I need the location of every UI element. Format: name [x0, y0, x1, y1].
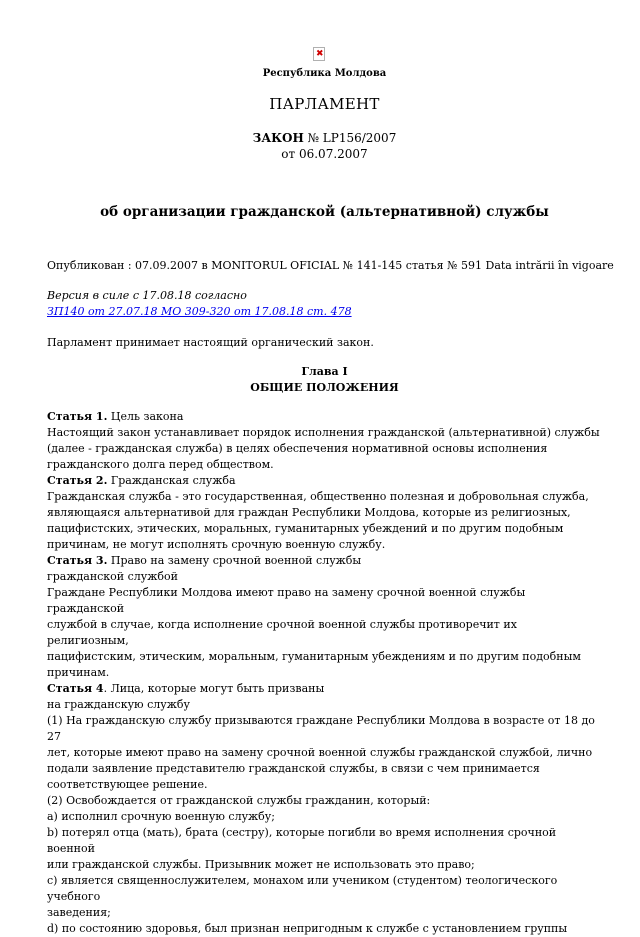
article-line: являющаяся альтернативой для граждан Республики Молдова, которые из религиозных,	[47, 506, 571, 519]
law-date: от 06.07.2007	[281, 147, 368, 161]
article-line: пацифистских, этических, моральных, гуманитарных убеждений и по другим подобным	[47, 522, 564, 535]
article-title: . Лица, которые могут быть призваны	[103, 682, 325, 695]
institution-name: ПАРЛАМЕНТ	[269, 95, 380, 113]
article-heading	[47, 473, 602, 489]
broken-image-icon: ✖	[313, 47, 325, 61]
article-line: d) по состоянию здоровья, был признан непригодным к службе с установлением группы	[47, 922, 568, 935]
article-line: гражданского долга перед обществом.	[47, 458, 274, 471]
article-line: Граждане Республики Молдова имеют право на замену срочной военной службы гражданской	[47, 586, 526, 615]
preamble: Парламент принимает настоящий органический закон.	[47, 336, 374, 349]
article-line: a) исполнил срочную военную службу;	[47, 810, 275, 823]
article-line: (далее - гражданская служба) в целях обеспечения нормативной основы исполнения	[47, 442, 548, 455]
article-title: Право на замену срочной военной службы	[107, 554, 362, 567]
chapter-title: ОБЩИЕ ПОЛОЖЕНИЯ	[250, 381, 399, 394]
law-number	[47, 131, 602, 145]
article-line: причинам, не могут исполнять срочную военную службу.	[47, 538, 386, 551]
article-line: Гражданская служба - это государственная, общественно полезная и добровольная служба,	[47, 490, 589, 503]
version-link[interactable]: ЗП140 от 27.07.18 MO 309-320 от 17.08.18 ст. 478	[47, 305, 352, 318]
article-title: Цель закона	[107, 410, 184, 423]
article-line: или гражданской службы. Призывник может не использовать это право;	[47, 858, 475, 871]
article-line: (1) На гражданскую службу призываются граждане Республики Молдова в возрасте от 18 до 27	[47, 714, 595, 743]
law-label: ЗАКОН	[252, 131, 304, 145]
article-line: b) потерял отца (мать), брата (сестру), которые погибли во время исполнения срочной военной	[47, 826, 557, 855]
article-heading	[47, 553, 602, 569]
chapter-number: Глава I	[301, 365, 348, 378]
article-label: Статья 2.	[47, 474, 108, 487]
article-line: подали заявление представителю гражданской службы, в связи с чем принимается	[47, 762, 540, 775]
publication-info: Опубликован : 07.09.2007 в MONITORUL OFICIAL № 141-145 статья № 591 Data intrării în vigoare	[47, 259, 614, 272]
article-line: c) является священнослужителем, монахом или учеником (студентом) теологического учебного	[47, 874, 558, 903]
country-name: Республика Молдова	[262, 68, 387, 79]
article-line: гражданской службой	[47, 570, 178, 583]
law-number-value: № LP156/2007	[303, 131, 397, 145]
article-line: (2) Освобождается от гражданской службы гражданин, который:	[47, 794, 431, 807]
article-line: Настоящий закон устанавливает порядок исполнения гражданской (альтернативной) службы	[47, 426, 600, 439]
article-line: лет, которые имеют право на замену срочной военной службы гражданской службой, лично	[47, 746, 593, 759]
article-line: соответствующее решение.	[47, 778, 208, 791]
article-title: Гражданская служба	[107, 474, 236, 487]
articles	[47, 409, 602, 937]
article-heading	[47, 681, 602, 697]
article-line: заведения;	[47, 906, 111, 919]
article-line: пацифистским, этическим, моральным, гуманитарным убеждениям и по другим подобным	[47, 650, 581, 663]
article-line: службой в случае, когда исполнение срочной военной службы противоречит их религиозным,	[47, 618, 517, 647]
article-label: Статья 1.	[47, 410, 108, 423]
article-heading	[47, 409, 602, 425]
article-label: Статья 4	[47, 682, 104, 695]
version-text: Версия в силе с 17.08.18 согласно	[47, 289, 247, 302]
article-line: причинам.	[47, 666, 110, 679]
article-label: Статья 3.	[47, 554, 108, 567]
article-line: на гражданскую службу	[47, 698, 190, 711]
law-title: об организации гражданской (альтернативной) службы	[100, 204, 549, 220]
